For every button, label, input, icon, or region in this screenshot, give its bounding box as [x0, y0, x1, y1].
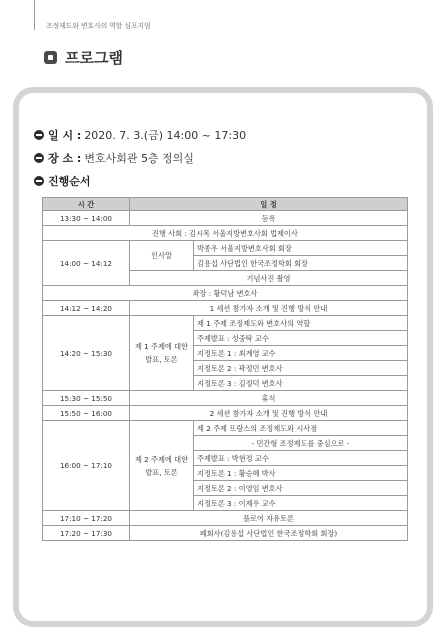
schedule-cell: 지정토론 2 : 곽정민 변호사	[194, 361, 408, 376]
schedule-cell: 지정토론 1 : 황승혜 박사	[194, 466, 408, 481]
square-bullet-icon	[44, 51, 57, 64]
schedule-cell: 주제발표 : 성중탁 교수	[194, 331, 408, 346]
category-cell	[130, 316, 194, 391]
date-value: 2020. 7. 3.(금) 14:00 ~ 17:30	[84, 129, 247, 142]
table-row	[43, 511, 408, 526]
schedule-cell: 주제발표 : 박현정 교수	[194, 451, 408, 466]
schedule-cell: 지정토론 1 : 최계영 교수	[194, 346, 408, 361]
table-row	[43, 391, 408, 406]
time-cell: 14:20 ~ 15:30	[43, 316, 130, 391]
header-divider	[34, 0, 35, 30]
schedule-cell: 휴식	[130, 391, 408, 406]
order-line	[34, 173, 94, 189]
schedule-cell: 박종우 서울지방변호사회 회장	[194, 241, 408, 256]
column-header-time: 시 간	[43, 198, 130, 211]
time-cell: 15:30 ~ 15:50	[43, 391, 130, 406]
section-title: 프로그램	[65, 49, 123, 67]
schedule-cell: 지정토론 3 : 김정덕 변호사	[194, 376, 408, 391]
time-cell: 13:30 ~ 14:00	[43, 211, 130, 226]
schedule-cell: 김용섭 사단법인 한국조정학회 회장	[194, 256, 408, 271]
circle-bullet-icon	[34, 153, 44, 163]
category-line: 발표, 토론	[145, 355, 178, 364]
table-row	[43, 286, 408, 301]
table-row	[43, 211, 408, 226]
table-row	[43, 421, 408, 436]
category-line: 제 1 주제에 대한	[134, 342, 189, 351]
table-row	[43, 526, 408, 541]
table-header-row	[43, 198, 408, 211]
time-cell: 17:20 ~ 17:30	[43, 526, 130, 541]
schedule-cell: 지정토론 2 : 이영임 변호사	[194, 481, 408, 496]
schedule-cell: 지정토론 3 : 이제우 교수	[194, 496, 408, 511]
date-line	[34, 127, 246, 143]
table-row	[43, 316, 408, 331]
circle-bullet-icon	[34, 130, 44, 140]
schedule-cell: 플로어 자유토론	[130, 511, 408, 526]
table-row	[43, 301, 408, 316]
category-line: 발표, 토론	[145, 467, 178, 477]
table-row	[43, 241, 408, 256]
section-heading	[44, 47, 123, 68]
moderator-cell: 진행 사회 : 김시목 서울지방변호사회 법제이사	[43, 226, 408, 241]
breadcrumb: 조정제도와 변호사의 역할 심포지엄	[46, 22, 151, 30]
place-line	[34, 150, 194, 166]
chair-cell: 좌장 : 황덕남 변호사	[43, 286, 408, 301]
time-cell: 17:10 ~ 17:20	[43, 511, 130, 526]
schedule-cell: 폐회사(김용섭 사단법인 한국조정학회 회장)	[130, 526, 408, 541]
schedule-cell: 2 세션 참가자 소개 및 진행 방식 안내	[130, 406, 408, 421]
place-label: 장 소 :	[48, 152, 82, 165]
schedule-cell: 등록	[130, 211, 408, 226]
schedule-cell: 제 2 주제 프랑스의 조정제도와 시사점	[194, 421, 408, 436]
place-value: 변호사회관 5층 정의실	[84, 152, 194, 165]
time-cell: 14:12 ~ 14:20	[43, 301, 130, 316]
table-row	[43, 226, 408, 241]
time-cell: 14:00 ~ 14:12	[43, 241, 130, 286]
schedule-cell: 1 세션 참가자 소개 및 진행 방식 안내	[130, 301, 408, 316]
schedule-cell: 제 1 주제 조정제도와 변호사의 역할	[194, 316, 408, 331]
time-cell: 15:50 ~ 16:00	[43, 406, 130, 421]
table-row	[43, 406, 408, 421]
category-line: 제 2 주제에 대한	[134, 454, 189, 464]
circle-bullet-icon	[34, 176, 44, 186]
schedule-cell: 기념사진 촬영	[130, 271, 408, 286]
column-header-schedule: 일 정	[130, 198, 408, 211]
date-label: 일 시 :	[48, 129, 82, 142]
category-cell	[130, 421, 194, 511]
program-table	[42, 197, 408, 541]
order-label: 진행순서	[48, 175, 91, 188]
category-cell: 인사말	[130, 241, 194, 271]
schedule-subtitle-cell: - 민간형 조정제도를 중심으로 -	[194, 436, 408, 451]
time-cell: 16:00 ~ 17:10	[43, 421, 130, 511]
